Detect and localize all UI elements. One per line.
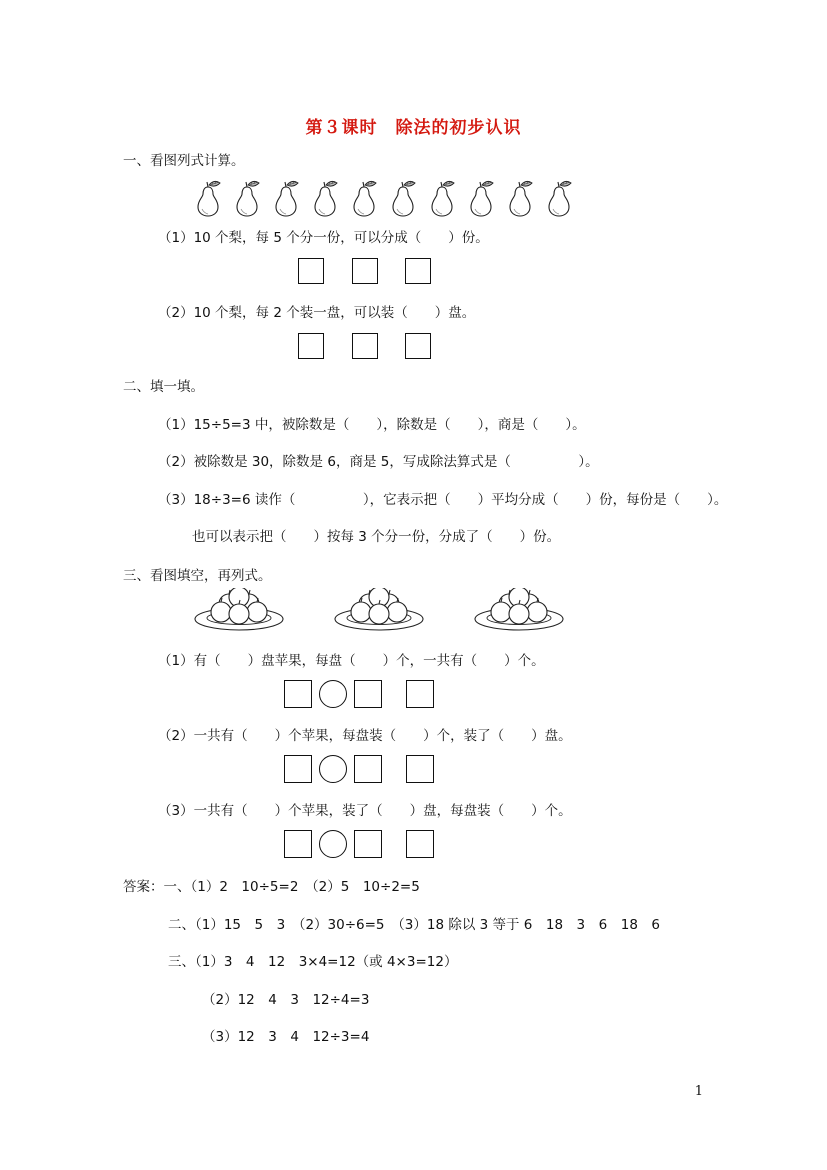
apple-plate-icon bbox=[473, 588, 565, 634]
page-number: 1 bbox=[694, 1084, 703, 1099]
operator-circle[interactable] bbox=[319, 830, 347, 858]
answer-box[interactable] bbox=[298, 258, 324, 284]
answer-box[interactable] bbox=[284, 680, 312, 708]
answer-box[interactable] bbox=[354, 755, 382, 783]
answer-box[interactable] bbox=[354, 830, 382, 858]
section-1-heading: 一、看图列式计算。 bbox=[123, 153, 245, 169]
pear-icon bbox=[505, 179, 535, 217]
answer-box[interactable] bbox=[406, 680, 434, 708]
section-3-heading: 三、看图填空，再列式。 bbox=[123, 568, 272, 584]
answer-box[interactable] bbox=[405, 258, 431, 284]
answer-line-3: 三、（1）3 4 12 3×4=12（或 4×3=12） bbox=[168, 954, 458, 970]
answer-box[interactable] bbox=[352, 258, 378, 284]
answer-line-5: （3）12 3 4 12÷3=4 bbox=[202, 1029, 370, 1045]
answer-line-1: 答案：一、（1）2 10÷5=2 （2）5 10÷2=5 bbox=[123, 879, 420, 895]
operator-circle[interactable] bbox=[319, 680, 347, 708]
answer-box[interactable] bbox=[352, 333, 378, 359]
s3-q2: （2）一共有（ ）个苹果，每盘装（ ）个，装了（ ）盘。 bbox=[158, 728, 572, 744]
pear-icon bbox=[232, 179, 262, 217]
s2-q3-continued: 也可以表示把（ ）按每 3 个分一份，分成了（ ）份。 bbox=[192, 529, 561, 545]
answer-box[interactable] bbox=[405, 333, 431, 359]
section-2-heading: 二、填一填。 bbox=[123, 379, 204, 395]
answer-line-4: （2）12 4 3 12÷4=3 bbox=[202, 992, 370, 1008]
page-title: 第３课时 除法的初步认识 bbox=[305, 118, 522, 138]
answer-box[interactable] bbox=[354, 680, 382, 708]
pear-icon bbox=[544, 179, 574, 217]
s1-q2: （2）10 个梨，每 2 个装一盘，可以装（ ）盘。 bbox=[158, 305, 476, 321]
pear-icon bbox=[349, 179, 379, 217]
s2-q1: （1）15÷5=3 中，被除数是（ ），除数是（ ），商是（ ）。 bbox=[158, 417, 586, 433]
answer-box[interactable] bbox=[298, 333, 324, 359]
answer-box[interactable] bbox=[406, 755, 434, 783]
operator-circle[interactable] bbox=[319, 755, 347, 783]
s2-q3: （3）18÷3=6 读作（ ），它表示把（ ）平均分成（ ）份，每份是（ ）。 bbox=[158, 492, 728, 508]
pear-icon bbox=[466, 179, 496, 217]
pear-icon bbox=[427, 179, 457, 217]
pear-icon bbox=[193, 179, 223, 217]
apple-plate-icon bbox=[333, 588, 425, 634]
s3-q1: （1）有（ ）盘苹果，每盘（ ）个，一共有（ ）个。 bbox=[158, 653, 545, 669]
s2-q2: （2）被除数是 30，除数是 6，商是 5，写成除法算式是（ ）。 bbox=[158, 454, 599, 470]
pear-icon bbox=[388, 179, 418, 217]
s3-q3: （3）一共有（ ）个苹果，装了（ ）盘，每盘装（ ）个。 bbox=[158, 803, 572, 819]
pear-icon bbox=[271, 179, 301, 217]
answer-box[interactable] bbox=[284, 755, 312, 783]
pear-icon bbox=[310, 179, 340, 217]
apple-plate-icon bbox=[193, 588, 285, 634]
answer-box[interactable] bbox=[406, 830, 434, 858]
s1-q1: （1）10 个梨，每 5 个分一份，可以分成（ ）份。 bbox=[158, 230, 489, 246]
answer-line-2: 二、（1）15 5 3 （2）30÷6=5 （3）18 除以 3 等于 6 18 3 6 18 6 bbox=[168, 917, 660, 933]
answer-box[interactable] bbox=[284, 830, 312, 858]
